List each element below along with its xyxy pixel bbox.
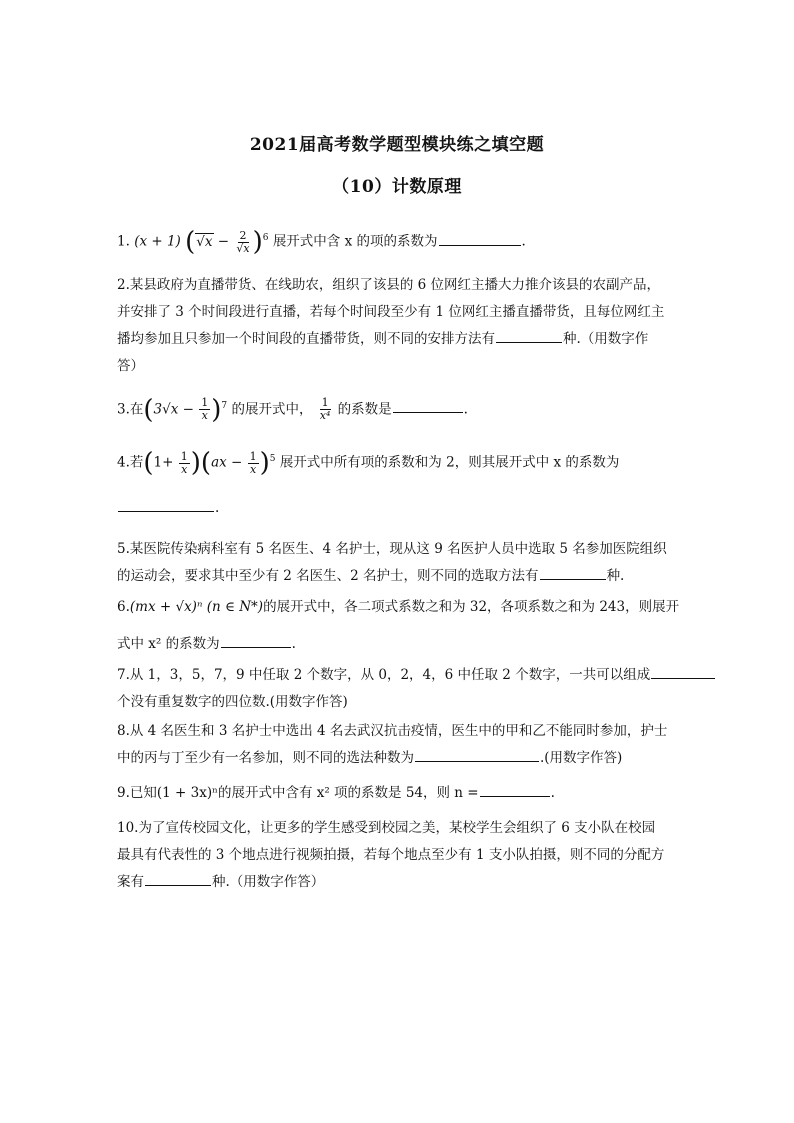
- answer-blank-6[interactable]: [221, 631, 291, 648]
- page-subtitle: （10）计数原理: [332, 177, 462, 197]
- problem-4-fraction-1: $\frac{1}{x}$: [180, 449, 188, 476]
- problem-10-line-3: 案有: [117, 873, 144, 890]
- problem-4-fraction-2: $\frac{1}{x}$: [249, 449, 257, 476]
- problem-8-line-1: 8.从 4 名医生和 3 名护士中选出 4 名去武汉抗击疫情，医生中的甲和乙不能同时参加，护士: [117, 722, 668, 739]
- answer-blank-3[interactable]: [393, 396, 463, 413]
- problem-7-line-2: 个没有重复数字的四位数.(用数字作答): [117, 693, 348, 710]
- problem-4-text: 展开式中所有项的系数和为 2，则其展开式中 x 的系数为: [279, 454, 620, 471]
- problem-9-line-1: 9.已知(1 + 3x)ⁿ的展开式中含有 x² 项的系数是 54，则 n =: [117, 784, 479, 801]
- problem-3-mid: 的展开式中，: [231, 401, 313, 417]
- problem-3-term: 3√x: [153, 401, 179, 417]
- problem-4-exponent: 5: [269, 454, 276, 464]
- answer-blank-8[interactable]: [415, 745, 539, 762]
- problem-1-number: 1.: [117, 233, 130, 250]
- problem-6: 6.(mx + √x)ⁿ (n ∈ N*)的展开式中，各二项式系数之和为 32，各项系数之和为 243，则展开 式中 x² 的系数为 .: [117, 598, 680, 652]
- problem-list: [117, 218, 680, 896]
- problem-2-line-4: 答）: [117, 357, 144, 374]
- problem-1-fraction: $\frac{2}{√x}$: [236, 228, 250, 255]
- problem-7-line-1: 7.从 1，3，5，7，9 中任取 2 个数字，从 0，2，4，6 中任取 2 个数字，一共可以组成: [117, 666, 651, 683]
- problem-1: 1. (x + 1) (√x − $\frac{2}{√x}$ )$^6$ 展开式中含 x 的项的系数为 .: [117, 227, 526, 257]
- problem-6-line-2: 式中 x² 的系数为: [117, 635, 220, 652]
- problem-6-prefix: 6.: [117, 598, 130, 615]
- answer-blank-10[interactable]: [145, 869, 211, 886]
- problem-9: 9.已知(1 + 3x)ⁿ的展开式中含有 x² 项的系数是 54，则 n = .: [117, 780, 677, 807]
- problem-3: 3.在(3√x − $\frac{1}{x}$ )$^7$ 的展开式中， $\frac{1}{\text{x⁴}}$ 的系数是 .: [117, 394, 468, 425]
- answer-blank-4[interactable]: [118, 495, 214, 512]
- answer-blank-2[interactable]: [496, 326, 562, 343]
- problem-2-line-1: 2.某县政府为直播带货、在线助农，组织了该县的 6 位网红主播大力推介该县的农副产品，: [117, 276, 661, 293]
- problem-2-line-3: 播均参加且只参加一个时间段的直播带货，则不同的安排方法有: [117, 330, 495, 347]
- problem-3-text: 的系数是: [337, 401, 392, 417]
- problem-1-factor: (x + 1): [134, 233, 181, 250]
- problem-8-line-2: 中的丙与丁至少有一名参加，则不同的选法种数为: [117, 749, 414, 766]
- answer-blank-5[interactable]: [540, 563, 606, 580]
- problem-5: 5.某医院传染病科室有 5 名医生、4 名护士，现从这 9 名医护人员中选取 5 名参加医院组织 的运动会，要求其中至少有 2 名医生、2 名护士，则不同的选取方法有 种.: [117, 536, 677, 590]
- problem-3-fraction-2: $\frac{1}{\text{x⁴}}$: [319, 396, 331, 422]
- problem-4-prefix: 4.若: [117, 454, 144, 471]
- answer-blank-7[interactable]: [651, 662, 715, 679]
- problem-3-fraction: $\frac{1}{x}$: [201, 396, 209, 422]
- problem-2-line-2: 并安排了 3 个时间段进行直播，若每个时间段至少有 1 位网红主播直播带货，且每位网红主: [117, 303, 665, 320]
- problem-1-text: 展开式中含 x 的项的系数为: [272, 233, 438, 250]
- problem-3-exponent: 7: [221, 400, 228, 411]
- problem-10-line-2: 最具有代表性的 3 个地点进行视频拍摄，若每个地点至少有 1 支小队拍摄，则不同的分配方: [117, 846, 665, 863]
- answer-blank-9[interactable]: [480, 780, 550, 797]
- problem-10: 10.为了宣传校园文化，让更多的学生感受到校园之美，某校学生会组织了 6 支小队在校园 最具有代表性的 3 个地点进行视频拍摄，若每个地点至少有 1 支小队拍摄，则不同的分配方 案有 种.（用数字作答）: [117, 815, 677, 896]
- problem-6-line-1: 的展开式中，各二项式系数之和为 32，各项系数之和为 243，则展开: [263, 598, 680, 615]
- problem-1-radical: √x: [196, 233, 213, 250]
- page-title: 2021届高考数学题型模块练之填空题: [249, 135, 545, 155]
- problem-3-prefix: 3.在: [117, 401, 144, 417]
- problem-5-line-2: 的运动会，要求其中至少有 2 名医生、2 名护士，则不同的选取方法有: [117, 567, 539, 584]
- problem-2: 2.某县政府为直播带货、在线助农，组织了该县的 6 位网红主播大力推介该县的农副产品， 并安排了 3 个时间段进行直播，若每个时间段至少有 1 位网红主播直播带货，且每位网红主 播均参加且只参加一个时间段的直播带货，则不同的安排方法有 种.（用数字作 答）: [117, 272, 677, 380]
- problem-4: 4.若(1+ $\frac{1}{x}$ )(ax − $\frac{1}{x}$ )$^5$ 展开式中所有项的系数和为 2，则其展开式中 x 的系数为 .: [117, 448, 620, 516]
- problem-7: [117, 662, 677, 716]
- answer-blank-1[interactable]: [439, 229, 521, 246]
- problem-8: 8.从 4 名医生和 3 名护士中选出 4 名去武汉抗击疫情，医生中的甲和乙不能同时参加，护士 中的丙与丁至少有一名参加，则不同的选法种数为 .(用数字作答): [117, 718, 677, 772]
- problem-10-line-1: 10.为了宣传校园文化，让更多的学生感受到校园之美，某校学生会组织了 6 支小队在校园: [117, 819, 656, 836]
- problem-6-expression: (mx + √x)ⁿ (n ∈ N*): [129, 598, 264, 615]
- problem-5-line-1: 5.某医院传染病科室有 5 名医生、4 名护士，现从这 9 名医护人员中选取 5 名参加医院组织: [117, 540, 667, 557]
- problem-1-exponent: 6: [262, 233, 269, 243]
